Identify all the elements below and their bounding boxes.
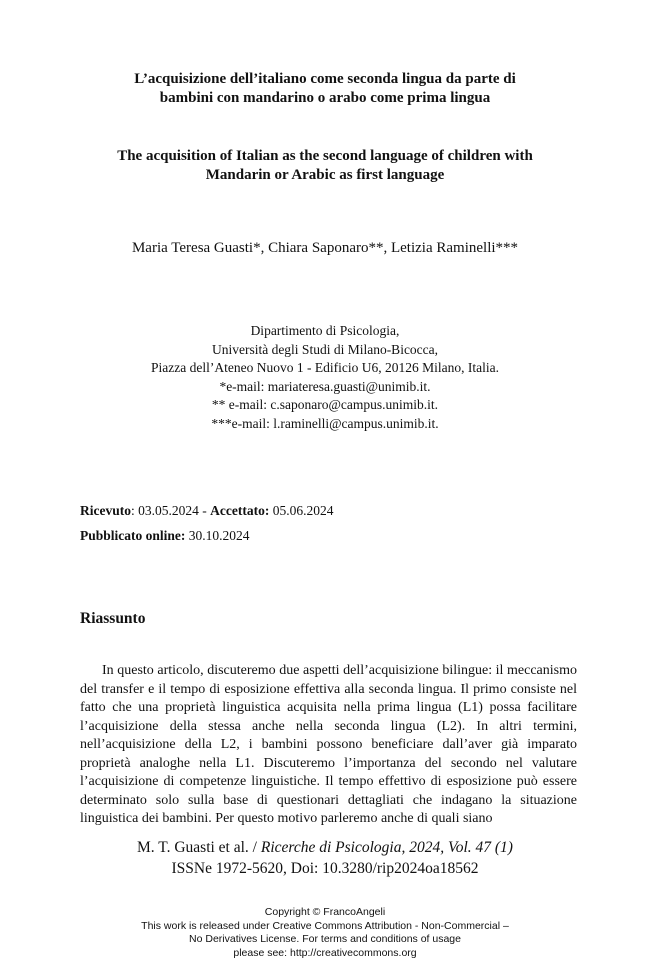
received-value: : 03.05.2024 -: [131, 503, 211, 518]
english-title: [0, 147, 650, 185]
affiliation-department: Dipartimento di Psicologia,: [250, 323, 400, 338]
received-label: Ricevuto: [80, 503, 131, 518]
license-line-1: This work is released under Creative Commons Attribution - Non-Commercial –: [141, 919, 509, 932]
license-footer: [0, 906, 650, 960]
citation-issn-doi: ISSNe 1972-5620, Doi: 10.3280/rip2024oa18562: [171, 860, 479, 877]
citation-block: [0, 837, 650, 879]
affiliation-university: Università degli Studi di Milano-Bicocca,: [211, 341, 439, 357]
email-author-1: *e-mail: mariateresa.guasti@unimib.it.: [219, 378, 431, 394]
author-list: Maria Teresa Guasti*, Chiara Saponaro**, Letizia Raminelli***: [131, 240, 519, 256]
citation-authors: M. T. Guasti et al. /: [137, 839, 261, 856]
italian-title: [0, 70, 650, 108]
citation-journal: Ricerche di Psicologia, 2024, Vol. 47 (1): [260, 839, 513, 856]
published-line: [80, 527, 250, 545]
english-title-line-1: The acquisition of Italian as the second language of children with: [117, 148, 533, 164]
received-accepted-line: [80, 502, 333, 520]
published-value: 30.10.2024: [185, 528, 250, 543]
abstract-body: [80, 662, 577, 829]
abstract-paragraph: In questo articolo, discuteremo due aspetti dell’acquisizione bilingue: il meccanismo del transfer e il tempo di esposizione effettiva alla seconda lingua. Il primo consiste nel fatto che una proprietà linguistica acquisita nella prima lingua (L1) possa facilitare l’acquisizione della stessa anche nella seconda lingua (L2). In altri termini, nell’acquisizione della L2, i bambini possono beneficiare dall’aver già imparato proprietà analoghe nella L1. Discuteremo l’importanza del secondo nel valutare l’acquisizione di competenze linguistiche. Il tempo effettivo di esposizione può essere determinato solo sulla base di questionari dettagliati che indagano la situazione linguistica dei bambini. Per questo motivo parleremo anche di quali siano: [80, 663, 577, 826]
accepted-value: 05.06.2024: [269, 503, 334, 518]
license-line-2: No Derivatives License. For terms and conditions of usage: [189, 933, 461, 945]
affiliation-address: Piazza dell’Ateneo Nuovo 1 - Edificio U6, 20126 Milano, Italia.: [151, 360, 499, 375]
license-link-line[interactable]: please see: http://creativecommons.org: [233, 946, 417, 959]
email-author-2: ** e-mail: c.saponaro@campus.unimib.it.: [211, 397, 439, 412]
email-author-3: ***e-mail: l.raminelli@campus.unimib.it.: [211, 415, 439, 431]
citation-line: [0, 837, 650, 858]
affiliation-block: [0, 322, 650, 433]
english-title-line-2: Mandarin or Arabic as first language: [205, 167, 445, 183]
accepted-label: Accettato:: [210, 503, 270, 518]
italian-title-line-1: L’acquisizione dell’italiano come seconda lingua da parte di: [134, 71, 516, 87]
italian-title-line-2: bambini con mandarino o arabo come prima lingua: [159, 90, 491, 106]
abstract-heading: Riassunto: [80, 610, 146, 627]
copyright-line: Copyright © FrancoAngeli: [264, 906, 386, 918]
published-label: Pubblicato online:: [80, 528, 186, 543]
